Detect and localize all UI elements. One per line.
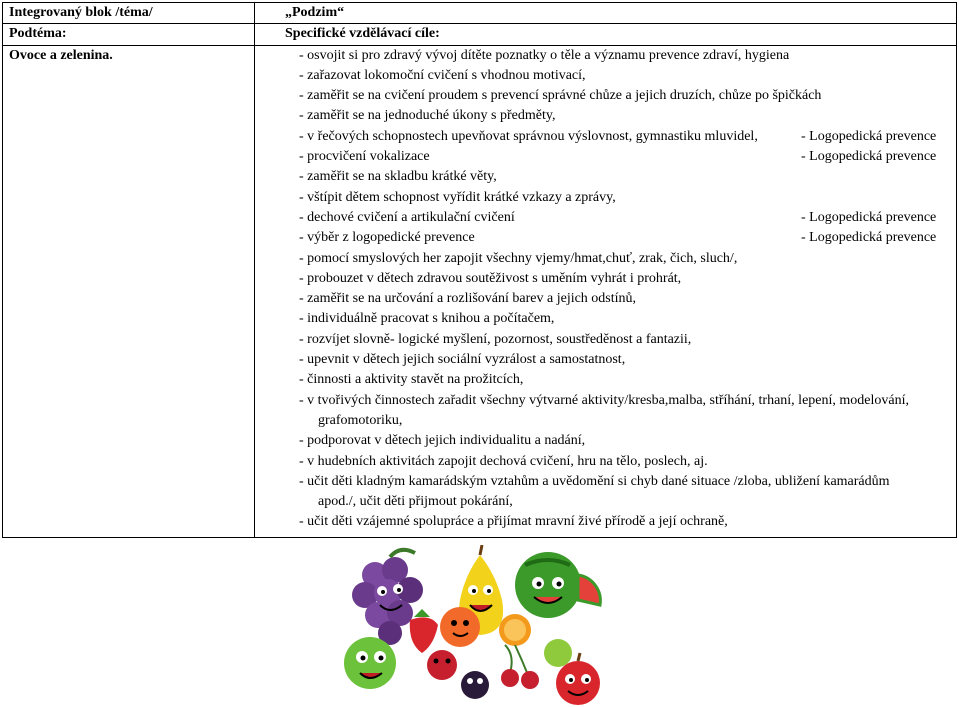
goal-text: - v řečových schopnostech upevňovat správnou výslovnost, gymnastiku mluvidel,: [299, 128, 758, 144]
goal-item: [31, 370, 956, 390]
lesson-plan-table: [2, 2, 957, 538]
goal-text: - vštípit dětem schopnost vyřídit krátké vzkazy a zprávy,: [299, 189, 616, 205]
goal-note: - Logopedická prevence: [801, 230, 937, 246]
goal-text: - činnosti a aktivity stavět na prožitcích,: [299, 372, 524, 388]
goal-item: [31, 147, 956, 167]
goal-item: [31, 188, 956, 208]
goal-text: - v tvořivých činnostech zařadit všechny výtvarné aktivity/kresba,malba, stříhání, trhaní, lepení, modelování,: [299, 392, 909, 408]
goal-text: - pomocí smyslových her zapojit všechny vjemy/hmat,chuť, zrak, čich, sluch/,: [299, 250, 738, 266]
goal-text: - upevnit v dětech jejich sociální vyzrálost a samostatnost,: [299, 352, 626, 368]
goal-text: - výběr z logopedické prevence: [299, 230, 475, 246]
lime-icon: [544, 639, 572, 667]
goal-item: [31, 208, 956, 228]
block-value: „Podzim“: [255, 3, 957, 24]
goal-item: [31, 167, 956, 187]
goal-text: - procvičení vokalizace: [299, 149, 430, 165]
goal-item: [31, 512, 956, 532]
goal-text: - zaměřit se na cvičení proudem s prevencí správné chůze a jejich druzích, chůze po špičkách: [299, 88, 822, 104]
goal-note: - Logopedická prevence: [801, 149, 937, 165]
goal-item: [31, 249, 956, 269]
goal-item: [31, 431, 956, 451]
goal-item: [31, 66, 956, 86]
green-apple-icon: [344, 637, 396, 689]
goal-text: - učit děti kladným kamarádským vztahům a uvědomění si chyb dané situace /zloba, ubližení kamarádům: [299, 473, 890, 489]
goal-text: - individuálně pracovat s knihou a počítačem,: [299, 311, 555, 327]
blackberry-icon: [461, 671, 489, 699]
goal-text: grafomotoriku,: [318, 412, 403, 428]
cherry-icon: [501, 645, 539, 689]
goal-item: [31, 452, 956, 472]
topic-label: Podtéma:: [3, 24, 255, 45]
goal-text: - v hudebních aktivitách zapojit dechová cvičení, hru na tělo, poslech, aj.: [299, 453, 708, 469]
goal-item: [31, 309, 956, 329]
goal-text: - zaměřit se na určování a rozlišování barev a jejich odstínů,: [299, 291, 637, 307]
goal-text: - dechové cvičení a artikulační cvičení: [299, 209, 515, 225]
goal-item: [31, 228, 956, 248]
goal-item: [31, 269, 956, 289]
goal-note: - Logopedická prevence: [801, 128, 937, 144]
strawberry-icon: [410, 609, 438, 653]
goal-item: [31, 492, 956, 512]
goal-text: - rozvíjet slovně- logické myšlení, pozornost, soustředěnost a fantazii,: [299, 331, 692, 347]
block-label: Integrovaný blok /téma/: [3, 3, 255, 24]
fruit-illustration: [330, 545, 620, 705]
goal-item: [31, 411, 956, 431]
goal-text: - podporovat v dětech jejich individualitu a nadání,: [299, 433, 586, 449]
orange-icon: [499, 614, 531, 646]
goal-text: - osvojit si pro zdravý vývoj dítěte poznatky o těle a významu prevence zdraví, hygiena: [299, 47, 790, 63]
goal-item: [31, 330, 956, 350]
goal-item: [31, 46, 956, 66]
goal-note: - Logopedická prevence: [801, 209, 937, 225]
goal-item: [31, 350, 956, 370]
goal-text: apod./, učit děti přijmout pokárání,: [318, 494, 513, 510]
goal-text: - učit děti vzájemné spolupráce a přijímat mravní živé přírodě a její ochraně,: [299, 514, 728, 530]
goal-item: [31, 127, 956, 147]
goal-text: - zaměřit se na jednoduché úkony s předměty,: [299, 108, 556, 124]
apricot-icon: [440, 607, 480, 647]
goal-item: [31, 106, 956, 126]
goal-text: - probouzet v dětech zdravou soutěživost s uměním vyhrát i prohrát,: [299, 270, 682, 286]
goals-title: Specifické vzdělávací cíle:: [255, 24, 957, 45]
goal-item: [31, 289, 956, 309]
goal-text: - zaměřit se na skladbu krátké věty,: [299, 169, 497, 185]
goals-list: [255, 45, 957, 537]
goal-item: [31, 391, 956, 411]
goal-text: - zařazovat lokomoční cvičení s vhodnou motivací,: [299, 67, 586, 83]
goal-item: [31, 86, 956, 106]
goal-item: [31, 472, 956, 492]
raspberry-icon: [427, 650, 457, 680]
topic-value: Ovoce a zelenina.: [3, 45, 255, 537]
watermelon-icon: [515, 552, 600, 618]
